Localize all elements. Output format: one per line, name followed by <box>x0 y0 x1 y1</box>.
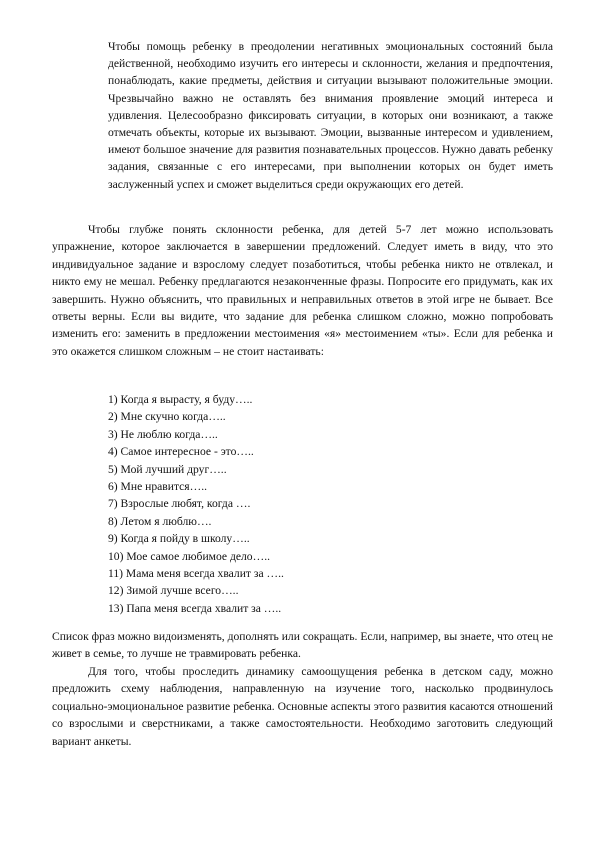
list-item: 12) Зимой лучше всего….. <box>108 584 239 598</box>
paragraph-sentence-completion: Чтобы глубже понять склонности ребенка, для детей 5-7 лет можно использовать упражнение, которое заключается в завершении предложений. Следует иметь в виду, что это индивидуальное задание и взрослому следует позаботиться, чтобы ребенка никто не отвлекал, и никто ему не мешал. Ребенку предлагаются незаконченные фразы. Попросите его придумать, как их завершить. Нужно объяснить, что правильных и неправильных ответов в этой игре не бывает. Все ответы верны. Если вы видите, что задание для ребенка слишком сложно, можно попробовать изменить его: заменить в предложении местоимения «я» местоимением «ты». Если для ребенка и это окажется слишком сложным – не стоит настаивать: <box>52 223 553 358</box>
list-item: 5) Мой лучший друг….. <box>108 462 227 476</box>
list-item: 3) Не люблю когда….. <box>108 427 218 441</box>
list-item: 9) Когда я пойду в школу….. <box>108 532 250 546</box>
list-item: 4) Самое интересное - это….. <box>108 445 254 459</box>
list-item: 10) Мое самое любимое дело….. <box>108 549 270 563</box>
paragraph-observation-scheme: Для того, чтобы проследить динамику самоощущения ребенка в детском саду, можно предложить схему наблюдения, направленную на изучение того, насколько продвинулось социально-эмоциональное развитие ребенка. Основные аспекты этого развития касаются отношений со взрослыми и сверстниками, а также самостоятельности. Необходимо заготовить следующий вариант анкеты. <box>52 665 553 748</box>
list-item: 13) Папа меня всегда хвалит за ….. <box>108 601 282 615</box>
paragraph-emotional-support: Чтобы помощь ребенку в преодолении негативных эмоциональных состояний была действенной, необходимо изучить его интересы и склонности, желания и предпочтения, понаблюдать, какие предметы, действия и ситуации вызывают положительные эмоции. Чрезвычайно важно не оставлять без внимания проявление эмоций интереса и удивления. Целесообразно фиксировать ситуации, в которых они возникают, а также отмечать объекты, которые их вызывают. Эмоции, вызванные интересом и удивлением, имеют большое значение для развития познавательных процессов. Нужно давать ребенку задания, связанные с его интересами, при выполнении которых он будет иметь заслуженный успех и сможет выделиться среди окружающих его детей. <box>108 40 553 191</box>
list-item: 2) Мне скучно когда….. <box>108 410 226 424</box>
list-item: 6) Мне нравится….. <box>108 480 208 494</box>
list-item: 11) Мама меня всегда хвалит за ….. <box>108 567 284 581</box>
list-item: 1) Когда я вырасту, я буду….. <box>108 393 253 406</box>
list-item: 8) Летом я люблю…. <box>108 514 212 528</box>
unfinished-phrases-list <box>108 391 408 617</box>
paragraph-phrase-list-note: Список фраз можно видоизменять, дополнять или сокращать. Если, например, вы знаете, что отец не живет в семье, то лучше не травмировать ребенка. <box>52 630 553 661</box>
list-item: 7) Взрослые любят, когда …. <box>108 497 251 511</box>
